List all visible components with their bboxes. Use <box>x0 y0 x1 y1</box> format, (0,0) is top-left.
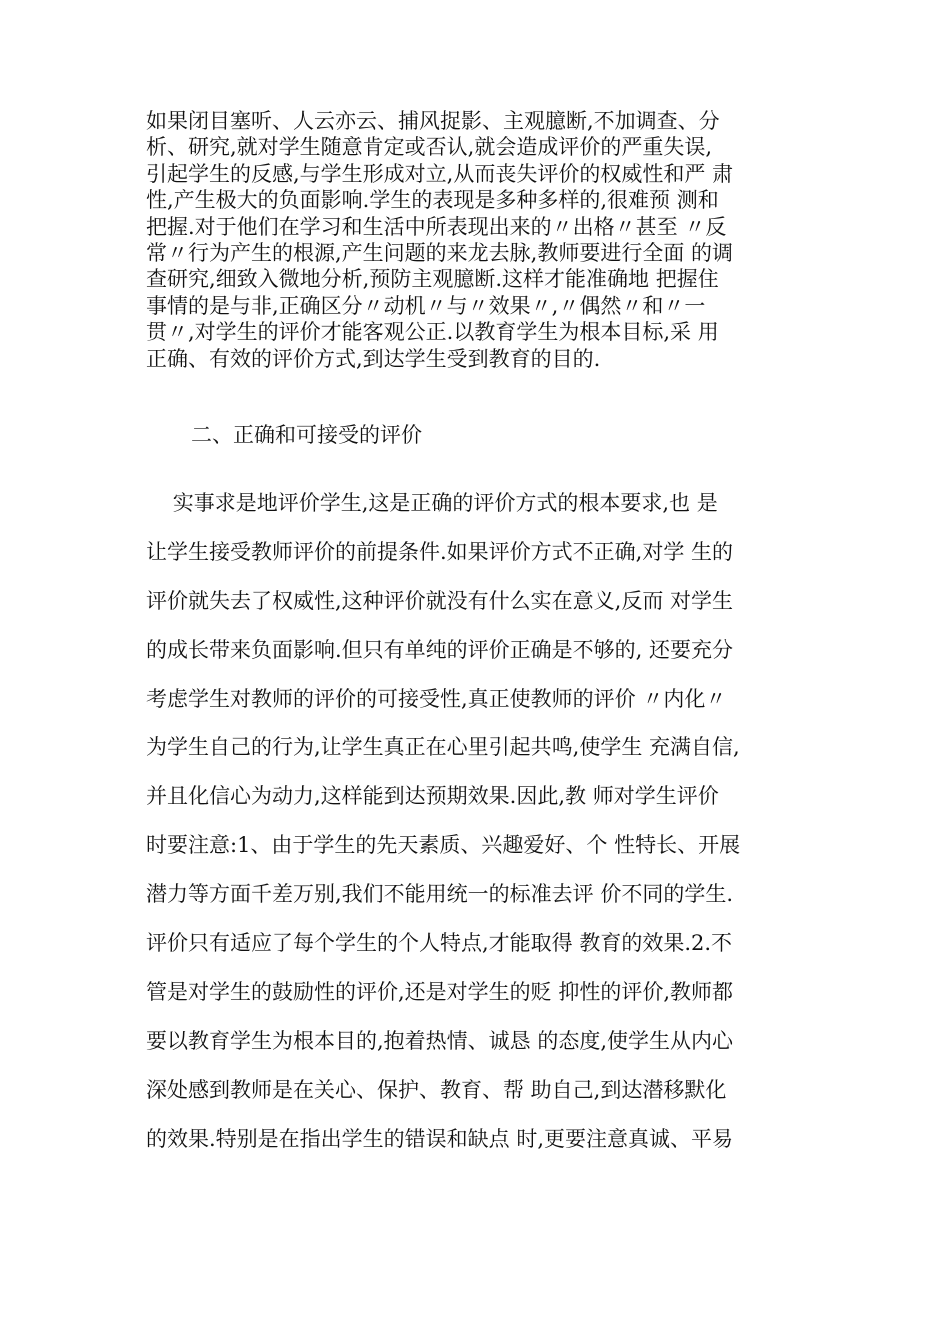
text-line: 管是对学生的鼓励性的评价,还是对学生的贬 抑性的评价,教师都 <box>146 979 734 1004</box>
text-line: 把握.对于他们在学习和生活中所表现出来的〃出格〃甚至 〃反 <box>146 214 727 239</box>
text-line: 让学生接受教师评价的前提条件.如果评价方式不正确,对学 生的 <box>146 539 734 564</box>
text-line: 正确、有效的评价方式,到达学生受到教育的目的. <box>146 346 601 371</box>
paragraph-1 <box>146 108 836 372</box>
text-line: 析、研究,就对学生随意肯定或否认,就会造成评价的严重失误, <box>146 135 713 160</box>
text-line: 时要注意:1、由于学生的先天素质、兴趣爱好、个 性特长、开展 <box>146 833 741 858</box>
text-line: 的效果.特别是在指出学生的错误和缺点 时,更要注意真诚、平易 <box>146 1126 734 1151</box>
text-line: 潜力等方面千差万别,我们不能用统一的标准去评 价不同的学生. <box>146 882 734 907</box>
section-heading: 二、正确和可接受的评价 <box>191 423 422 447</box>
paragraph-2 <box>146 479 846 1163</box>
text-line: 评价就失去了权威性,这种评价就没有什么实在意义,反而 对学生 <box>146 588 734 613</box>
text-line: 评价只有适应了每个学生的个人特点,才能取得 教育的效果.2.不 <box>146 931 733 956</box>
text-line: 查研究,细致入微地分析,预防主观臆断.这样才能准确地 把握住 <box>146 267 719 292</box>
text-line: 实事求是地评价学生,这是正确的评价方式的根本要求,也 是 <box>146 491 718 515</box>
text-line: 引起学生的反感,与学生形成对立,从而丧失评价的权威性和严 肃 <box>146 161 734 186</box>
text-line: 并且化信心为动力,这样能到达预期效果.因此,教 师对学生评价 <box>146 784 719 809</box>
text-line: 要以教育学生为根本目的,抱着热情、诚恳 的态度,使学生从内心 <box>146 1028 734 1053</box>
text-line: 深处感到教师是在关心、保护、教育、帮 助自己,到达潜移默化 <box>146 1077 727 1102</box>
text-line: 如果闭目塞听、人云亦云、捕风捉影、主观臆断,不加调查、分 <box>146 109 720 133</box>
text-line: 事情的是与非,正确区分〃动机〃与〃效果〃,〃偶然〃和〃一 <box>146 293 706 318</box>
text-line: 的成长带来负面影响.但只有单纯的评价正确是不够的, 还要充分 <box>146 637 734 662</box>
text-line: 贯〃,对学生的评价才能客观公正.以教育学生为根本目标,采 用 <box>146 320 719 345</box>
text-line: 常〃行为产生的根源,产生问题的来龙去脉,教师要进行全面 的调 <box>146 240 734 265</box>
text-line: 性,产生极大的负面影响.学生的表现是多种多样的,很难预 测和 <box>146 188 719 213</box>
text-line: 考虑学生对教师的评价的可接受性,真正使教师的评价 〃内化〃 <box>146 686 727 711</box>
text-line: 为学生自己的行为,让学生真正在心里引起共鸣,使学生 充满自信, <box>146 735 740 760</box>
